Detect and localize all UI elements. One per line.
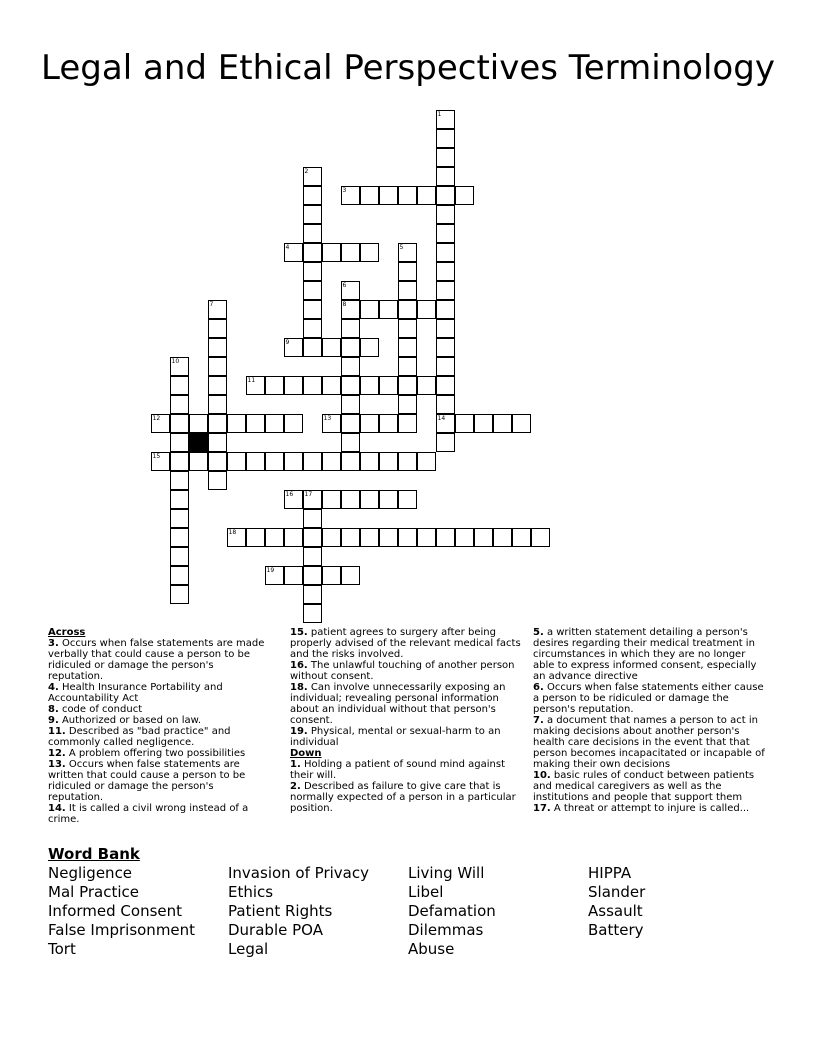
clue-text: Occurs when false statements are written that could cause a person to be ridiculed or damage the person's reputation. [48,759,246,803]
crossword-cell[interactable] [189,414,208,433]
crossword-cell[interactable] [170,357,189,376]
crossword-cell[interactable] [170,452,189,471]
crossword-cell[interactable] [436,186,455,205]
clue-text: The unlawful touching of another person without consent. [290,660,515,682]
crossword-cell[interactable] [398,395,417,414]
crossword-cell[interactable] [360,452,379,471]
clue-number-4: 4 [285,243,290,251]
clue-number-5: 5 [399,243,404,251]
crossword-cell[interactable] [303,224,322,243]
clue-number-16: 16 [285,490,294,498]
crossword-cell[interactable] [436,129,455,148]
word-bank-item: Ethics [228,883,274,901]
clue-number: 13. [48,759,66,770]
crossword-cell[interactable] [284,243,303,262]
clue-across-19 [290,726,526,748]
clue-number-15: 15 [152,452,161,460]
crossword-cell[interactable] [303,167,322,186]
crossword-cell[interactable] [170,585,189,604]
clue-text: Occurs when false statements are made verbally that could cause a person to be ridiculed or damage the person's reputation. [48,638,265,682]
crossword-cell[interactable] [360,414,379,433]
crossword-cell[interactable] [398,319,417,338]
crossword-cell[interactable] [512,414,531,433]
crossword-cell[interactable] [303,547,322,566]
clue-down-6 [533,682,765,715]
crossword-cell[interactable] [322,452,341,471]
crossword-cell[interactable] [398,357,417,376]
crossword-cell[interactable] [208,300,227,319]
word-bank-item: HIPPA [588,864,632,882]
clue-column-2 [290,627,526,814]
crossword-cell[interactable] [379,490,398,509]
clue-across-4 [48,682,270,704]
crossword-cell[interactable] [398,490,417,509]
crossword-cell[interactable] [303,376,322,395]
clue-across-13 [48,759,270,803]
crossword-cell[interactable] [398,243,417,262]
crossword-cell[interactable] [246,528,265,547]
crossword-cell[interactable] [341,243,360,262]
crossword-cell[interactable] [474,528,493,547]
crossword-cell[interactable] [284,452,303,471]
crossword-cell[interactable] [436,110,455,129]
crossword-cell[interactable] [341,300,360,319]
word-bank-item: Defamation [408,902,496,920]
crossword-cell[interactable] [303,452,322,471]
crossword-cell[interactable] [341,414,360,433]
clue-number: 9. [48,715,59,726]
clue-number: 15. [290,627,308,638]
crossword-cell[interactable] [436,433,455,452]
crossword-cell[interactable] [398,452,417,471]
crossword-cell[interactable] [341,528,360,547]
crossword-cell[interactable] [417,300,436,319]
crossword-cell[interactable] [455,528,474,547]
crossword-cell[interactable] [170,509,189,528]
clue-number-3: 3 [342,186,347,194]
word-bank-item: Informed Consent [48,902,183,920]
crossword-cell[interactable] [227,528,246,547]
word-bank-title: Word Bank [48,845,140,863]
crossword-cell[interactable] [379,376,398,395]
crossword-cell[interactable] [227,414,246,433]
clue-text: A problem offering two possibilities [65,748,246,759]
crossword-cell[interactable] [170,490,189,509]
clue-number: 2. [290,781,301,792]
crossword-cell[interactable] [341,376,360,395]
clue-number-9: 9 [285,338,290,346]
clue-text: a document that names a person to act in making decisions about another person's health care decisions in the event that that person becomes incapacitated or incapable of making their own decisions [533,715,765,770]
clue-number: 16. [290,660,308,671]
crossword-cell[interactable] [322,566,341,585]
crossword-cell[interactable] [379,528,398,547]
crossword-cell[interactable] [379,452,398,471]
crossword-cell[interactable] [436,281,455,300]
clue-number-18: 18 [228,528,237,536]
crossword-cell[interactable] [341,357,360,376]
crossword-cell[interactable] [303,300,322,319]
clue-text: Occurs when false statements either cause a person to be ridiculed or damage the person's reputation. [533,682,764,715]
clue-number-6: 6 [342,281,347,289]
across-header: Across [48,627,86,638]
crossword-cell[interactable] [246,414,265,433]
clue-down-1 [290,759,526,781]
crossword-cell[interactable] [436,319,455,338]
page-title: Legal and Ethical Perspectives Terminology [41,48,775,88]
clue-across-11 [48,726,270,748]
word-bank-item: Invasion of Privacy [228,864,369,882]
crossword-cell[interactable] [436,357,455,376]
clue-number: 12. [48,748,66,759]
clue-down-10 [533,770,765,803]
crossword-cell[interactable] [417,186,436,205]
crossword-cell[interactable] [303,243,322,262]
clue-across-16 [290,660,526,682]
clue-text: Health Insurance Portability and Accountability Act [48,682,223,704]
crossword-cell[interactable] [417,528,436,547]
crossword-cell[interactable] [360,338,379,357]
crossword-cell[interactable] [303,281,322,300]
clue-number: 5. [533,627,544,638]
crossword-cell[interactable] [341,186,360,205]
clue-down-2 [290,781,526,814]
word-bank-column-3 [408,864,496,959]
crossword-cell[interactable] [436,300,455,319]
crossword-cell[interactable] [379,186,398,205]
clue-down-7 [533,715,765,770]
clue-text: Physical, mental or sexual-harm to an individual [290,726,501,748]
crossword-cell[interactable] [322,528,341,547]
word-bank-column-1 [48,864,195,959]
crossword-cell[interactable] [170,566,189,585]
crossword-cell[interactable] [436,205,455,224]
crossword-cell[interactable] [360,300,379,319]
clue-number-7: 7 [209,300,214,308]
crossword-cell[interactable] [265,376,284,395]
crossword-cell[interactable] [303,319,322,338]
clue-number-8: 8 [342,300,347,308]
word-bank-column-4 [588,864,645,940]
crossword-cell[interactable] [398,300,417,319]
crossword-cell[interactable] [398,338,417,357]
crossword-cell[interactable] [170,376,189,395]
crossword-cell[interactable] [151,414,170,433]
clue-number: 1. [290,759,301,770]
crossword-cell[interactable] [360,528,379,547]
clue-across-15 [290,627,526,660]
clue-text: patient agrees to surgery after being properly advised of the relevant medical facts and the risks involved. [290,627,521,660]
word-bank-item: Slander [588,883,646,901]
crossword-cell[interactable] [322,338,341,357]
crossword-cell[interactable] [284,566,303,585]
crossword-cell[interactable] [170,395,189,414]
crossword-cell[interactable] [170,471,189,490]
clue-text: Authorized or based on law. [58,715,202,726]
crossword-cell[interactable] [436,224,455,243]
crossword-cell[interactable] [360,376,379,395]
crossword-cell[interactable] [436,262,455,281]
crossword-cell[interactable] [322,414,341,433]
crossword-cell[interactable] [436,338,455,357]
crossword-cell[interactable] [398,528,417,547]
clue-across-18 [290,682,526,726]
crossword-cell[interactable] [531,528,550,547]
crossword-cell[interactable] [455,414,474,433]
crossword-cell[interactable] [379,300,398,319]
crossword-cell[interactable] [284,414,303,433]
crossword-cell[interactable] [436,528,455,547]
clue-number: 3. [48,638,59,649]
crossword-cell[interactable] [303,186,322,205]
crossword-cell[interactable] [398,281,417,300]
clue-number: 6. [533,682,544,693]
crossword-cell[interactable] [265,452,284,471]
clue-number-2: 2 [304,167,309,175]
clue-text: A threat or attempt to injure is called... [550,803,750,814]
crossword-cell[interactable] [208,414,227,433]
word-bank-item: Legal [228,940,269,958]
clue-across-9 [48,715,270,726]
down-header: Down [290,748,322,759]
clue-number-19: 19 [266,566,275,574]
clue-number-17: 17 [304,490,313,498]
clue-number: 4. [48,682,59,693]
word-bank-item: Dilemmas [408,921,484,939]
crossword-cell[interactable] [360,186,379,205]
clue-number-11: 11 [247,376,256,384]
crossword-cell[interactable] [398,414,417,433]
clue-column-3 [533,627,765,814]
crossword-cell[interactable] [341,395,360,414]
crossword-cell[interactable] [170,414,189,433]
crossword-cell[interactable] [303,338,322,357]
crossword-cell[interactable] [265,528,284,547]
word-bank-item: False Imprisonment [48,921,196,939]
crossword-cell[interactable] [189,452,208,471]
crossword-cell[interactable] [170,528,189,547]
crossword-cell[interactable] [284,376,303,395]
clue-down-5 [533,627,765,682]
crossword-cell[interactable] [341,452,360,471]
crossword-cell[interactable] [246,376,265,395]
crossword-cell[interactable] [208,357,227,376]
word-bank-column-2 [228,864,369,959]
crossword-cell[interactable] [474,414,493,433]
clue-number: 17. [533,803,551,814]
clue-text: Described as "bad practice" and commonly called negligence. [48,726,231,748]
word-bank-item: Libel [408,883,444,901]
clue-number: 14. [48,803,66,814]
clue-number: 7. [533,715,544,726]
crossword-cell[interactable] [284,490,303,509]
clue-column-1 [48,627,270,825]
crossword-cell[interactable] [227,452,246,471]
crossword-cell[interactable] [436,376,455,395]
crossword-cell[interactable] [303,566,322,585]
crossword-cell[interactable] [208,452,227,471]
word-bank-item: Assault [588,902,643,920]
crossword-cell[interactable] [151,452,170,471]
clue-text: code of conduct [58,704,143,715]
crossword-cell[interactable] [417,376,436,395]
crossword-cell[interactable] [436,167,455,186]
crossword-cell[interactable] [512,528,531,547]
clue-across-14 [48,803,270,825]
word-bank-item: Abuse [408,940,455,958]
crossword-cell[interactable] [208,471,227,490]
clue-number: 11. [48,726,66,737]
clue-number: 19. [290,726,308,737]
crossword-cell[interactable] [436,395,455,414]
crossword-cell[interactable] [341,338,360,357]
crossword-cell[interactable] [341,319,360,338]
crossword-cell[interactable] [436,243,455,262]
crossword-cell[interactable] [398,262,417,281]
clue-number-12: 12 [152,414,161,422]
crossword-cell[interactable] [398,186,417,205]
crossword-cell[interactable] [208,395,227,414]
crossword-cell[interactable] [303,585,322,604]
crossword-cell[interactable] [341,433,360,452]
crossword-cell[interactable] [398,376,417,395]
clue-text: Holding a patient of sound mind against their will. [290,759,506,781]
crossword-cell[interactable] [417,452,436,471]
crossword-cell[interactable] [265,414,284,433]
clue-text: It is called a civil wrong instead of a crime. [48,803,249,825]
clue-down-17 [533,803,765,814]
clue-number-14: 14 [437,414,446,422]
crossword-cell[interactable] [170,433,189,452]
crossword-cell[interactable] [322,376,341,395]
crossword-cell[interactable] [265,566,284,585]
clue-number-1: 1 [437,110,442,118]
crossword-cell[interactable] [322,490,341,509]
crossword-cell[interactable] [208,433,227,452]
clue-number: 10. [533,770,551,781]
crossword-cell[interactable] [493,414,512,433]
crossword-cell[interactable] [360,243,379,262]
word-bank-item: Negligence [48,864,133,882]
clue-number: 18. [290,682,308,693]
clue-text: a written statement detailing a person's desires regarding their medical treatment in circumstances in which they are no longer able to express informed consent, especially an advance directive [533,627,757,682]
clue-across-12 [48,748,270,759]
clue-across-3 [48,638,270,682]
blocked-cell [189,433,208,452]
clue-number: 8. [48,704,59,715]
word-bank-item: Tort [48,940,76,958]
crossword-cell[interactable] [436,148,455,167]
crossword-cell[interactable] [379,414,398,433]
crossword-cell[interactable] [208,319,227,338]
crossword-cell[interactable] [493,528,512,547]
clue-number-10: 10 [171,357,180,365]
clue-across-8 [48,704,270,715]
word-bank-item: Mal Practice [48,883,139,901]
crossword-cell[interactable] [322,243,341,262]
clue-text: basic rules of conduct between patients and medical caregivers as well as the institutions and people that support them [533,770,755,803]
crossword-cell[interactable] [303,528,322,547]
crossword-cell[interactable] [303,604,322,623]
crossword-cell[interactable] [208,338,227,357]
crossword-cell[interactable] [341,566,360,585]
crossword-cell[interactable] [170,547,189,566]
clue-text: Described as failure to give care that is normally expected of a person in a particular position. [290,781,516,814]
word-bank-item: Battery [588,921,644,939]
word-bank-item: Patient Rights [228,902,333,920]
crossword-cell[interactable] [436,414,455,433]
crossword-cell[interactable] [455,186,474,205]
crossword-cell[interactable] [303,490,322,509]
crossword-cell[interactable] [246,452,265,471]
crossword-cell[interactable] [360,490,379,509]
crossword-cell[interactable] [208,376,227,395]
crossword-cell[interactable] [284,528,303,547]
crossword-cell[interactable] [341,281,360,300]
crossword-cell[interactable] [303,262,322,281]
clue-text: Can involve unnecessarily exposing an individual; revealing personal information about an individual without that person's consent. [290,682,506,726]
crossword-cell[interactable] [303,509,322,528]
clue-number-13: 13 [323,414,332,422]
crossword-cell[interactable] [341,490,360,509]
crossword-cell[interactable] [284,338,303,357]
crossword-cell[interactable] [303,205,322,224]
word-bank-item: Durable POA [228,921,323,939]
word-bank-item: Living Will [408,864,485,882]
